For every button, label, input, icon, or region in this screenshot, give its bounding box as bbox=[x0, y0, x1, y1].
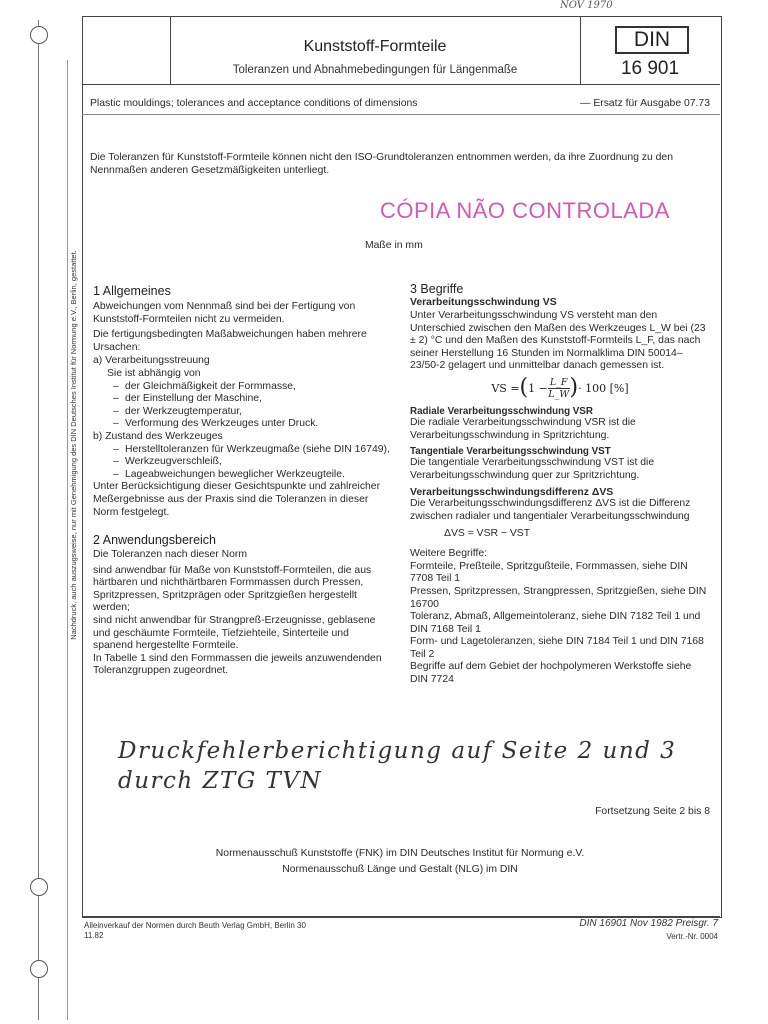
section2-p2: sind anwendbar für Maße von Kunststoff-Formteilen, die aus härtbaren und nichthärtbaren Formmassen durch Pressen, Spritzpressen, Spritzprägen oder Spritzgießen hergestellt werden; bbox=[93, 564, 372, 614]
intro-text: Die Toleranzen für Kunststoff-Formteile können nicht den ISO-Grundtoleranzen entnommen werden, da ihre Zuordnung zu den Nennmaßen anderen Gesetzmäßigkeiten unterliegt. bbox=[90, 152, 673, 176]
list-item: – der Einstellung der Maschine, bbox=[113, 393, 390, 406]
document-title: Kunststoff-Formteile bbox=[303, 38, 447, 55]
ref-item: Form- und Lagetoleranzen, siehe DIN 7184 Teil 1 und DIN 7168 Teil 2 bbox=[410, 636, 704, 660]
list-item: – Verformung des Werkzeuges unter Druck. bbox=[113, 418, 390, 431]
formula-denominator: L_W bbox=[548, 388, 570, 400]
left-margin-line-2 bbox=[67, 60, 68, 1020]
handwritten-note-line2: durch ZTG TVN bbox=[118, 768, 323, 794]
print-code: 11.82 bbox=[84, 931, 104, 940]
list-item: – der Gleichmäßigkeit der Formmasse, bbox=[113, 381, 390, 394]
ref-item: Begriffe auf dem Gebiet der hochpolymeren Werkstoffe siehe DIN 7724 bbox=[410, 661, 692, 686]
section1-p3: Unter Berücksichtigung dieser Gesichtspunkte und zahlreicher Meßergebnisse aus der Praxis sind die Toleranzen in dieser Norm festgelegt. bbox=[93, 481, 381, 518]
dvs-title: Verarbeitungsschwindungsdifferenz ΔVS bbox=[410, 487, 614, 499]
din-label: DIN bbox=[615, 26, 689, 54]
formula-one: 1 − bbox=[528, 381, 548, 395]
header-left-box bbox=[82, 84, 720, 85]
ref-item: Toleranz, Abmaß, Allgemeintoleranz, siehe DIN 7182 Teil 1 und DIN 7168 Teil 1 bbox=[410, 611, 701, 635]
left-margin-line bbox=[38, 20, 39, 1020]
section1-a-label: a) Verarbeitungsstreuung bbox=[93, 355, 210, 367]
vst-title: Tangentiale Verarbeitungsschwindung VST bbox=[410, 446, 611, 458]
ref-item: Pressen, Spritzpressen, Strangpressen, Spritzgießen, siehe DIN 16700 bbox=[410, 585, 707, 610]
english-title: Plastic mouldings; tolerances and acceptance conditions of dimensions bbox=[90, 98, 418, 109]
section3-heading: 3 Begriffe bbox=[410, 282, 464, 296]
formula-numerator: L_F bbox=[549, 376, 568, 388]
footer-vertr: Vertr.-Nr. 0004 bbox=[666, 932, 718, 941]
punch-hole-2 bbox=[30, 878, 48, 896]
left-column bbox=[93, 284, 390, 678]
english-title-rule bbox=[82, 114, 720, 115]
section1-a-intro: Sie ist abhängig von bbox=[107, 367, 201, 379]
punch-hole-3 bbox=[30, 960, 48, 978]
document-subtitle: Toleranzen und Abnahmebedingungen für Längenmaße bbox=[232, 64, 518, 76]
vs-formula: VS = ( 1 − $\frac{L\_F}{L\_W}$ ) · 100 [%] bbox=[491, 375, 629, 401]
punch-hole-1 bbox=[30, 26, 48, 44]
handwritten-note-line1: Druckfehlerberichtigung auf Seite 2 und 3 bbox=[118, 738, 677, 764]
list-item: – der Werkzeugtemperatur, bbox=[113, 406, 390, 419]
section1-p1: Abweichungen vom Nennmaß sind bei der Fertigung von Kunststoff-Formteilen nicht zu vermeiden. bbox=[93, 301, 356, 325]
list-item: – Herstelltoleranzen für Werkzeugmaße (siehe DIN 16749), bbox=[113, 444, 390, 457]
reprint-side-note: Nachdruck, auch auszugsweise, nur mit Genehmigung des DIN Deutsches Institut für Normung e.V., Berlin, gestattet. bbox=[69, 250, 78, 640]
units-note: Maße in mm bbox=[365, 240, 423, 251]
vs-title: Verarbeitungsschwindung VS bbox=[410, 297, 557, 308]
uncontrolled-copy-stamp: CÓPIA NÃO CONTROLADA bbox=[380, 198, 670, 223]
sales-notice: Alleinverkauf der Normen durch Beuth Verlag GmbH, Berlin 30 bbox=[84, 921, 306, 930]
formula-fraction bbox=[548, 377, 570, 400]
dvs-text: Die Verarbeitungsschwindungsdifferenz ΔVS ist die Differenz zwischen radialer und tangentialer Verarbeitungsschwindung bbox=[410, 498, 691, 522]
section1-b-label: b) Zustand des Werkzeuges bbox=[93, 430, 223, 442]
ersatz-note: — Ersatz für Ausgabe 07.73 bbox=[580, 98, 710, 109]
vsr-title: Radiale Verarbeitungsschwindung VSR bbox=[410, 405, 593, 417]
continuation-note: Fortsetzung Seite 2 bis 8 bbox=[595, 806, 710, 817]
footer-din-info: DIN 16901 Nov 1982 Preisgr. 7 bbox=[579, 918, 718, 929]
ref-item: Formteile, Preßteile, Spritzgußteile, Formmassen, siehe DIN 7708 Teil 1 bbox=[410, 560, 688, 585]
formula-lhs: VS = bbox=[491, 381, 520, 395]
dvs-formula: ΔVS = VSR − VST bbox=[444, 527, 531, 539]
header-box bbox=[170, 16, 720, 85]
committee-line1: Normenausschuß Kunststoffe (FNK) im DIN Deutsches Institut für Normung e.V. bbox=[215, 848, 585, 859]
vs-text: Unter Verarbeitungsschwindung VS versteht man den Unterschied zwischen den Maßen des Werkzeuges L_W bei (23 ± 2) °C und den Maßen des Kunststoff-Formteils L_F, das nach seiner Herstellung 16 Stunden im Normalklima DIN 50014–23/50-2 gelagert und unmittelbar danach gemessen ist. bbox=[410, 310, 706, 372]
vsr-text: Die radiale Verarbeitungsschwindung VSR ist die Verarbeitungsschwindung in Spritzrichtung. bbox=[410, 416, 636, 441]
section1-a-list bbox=[93, 381, 390, 431]
section2-heading: 2 Anwendungsbereich bbox=[93, 533, 217, 548]
right-column bbox=[410, 282, 710, 687]
section1-b-list bbox=[93, 444, 390, 482]
section2-p1: Die Toleranzen nach dieser Norm bbox=[93, 549, 248, 561]
section1-heading: 1 Allgemeines bbox=[93, 284, 171, 298]
weitere-begriffe: Weitere Begriffe: bbox=[410, 548, 488, 560]
ersatz-text: Ersatz für Ausgabe 07.73 bbox=[593, 98, 710, 109]
vst-text: Die tangentiale Verarbeitungsschwindung VST ist die Verarbeitungsschwindung quer zur Spritzrichtung. bbox=[410, 457, 655, 481]
list-item: – Lageabweichungen beweglicher Werkzeugteile. bbox=[113, 469, 390, 482]
section2-p4: In Tabelle 1 sind den Formmassen die jeweils anzuwendenden Toleranzgruppen zugeordnet. bbox=[93, 652, 382, 677]
din-number: 16 901 bbox=[620, 58, 680, 79]
footer-rule bbox=[82, 916, 720, 917]
formula-rhs: · 100 [%] bbox=[578, 381, 629, 395]
list-item: – Werkzeugverschleiß, bbox=[113, 456, 390, 469]
section1-p2: Die fertigungsbedingten Maßabweichungen haben mehrere Ursachen: bbox=[93, 329, 367, 353]
top-stamp: NOV 1970 bbox=[560, 0, 613, 11]
committee-line2: Normenausschuß Länge und Gestalt (NLG) im DIN bbox=[282, 864, 518, 875]
section2-p3: sind nicht anwendbar für Strangpreß-Erzeugnisse, geblasene und geschäumte Formteile, Tiefziehteile, Sinterteile und spanend hergestellte Formteile. bbox=[93, 615, 376, 652]
